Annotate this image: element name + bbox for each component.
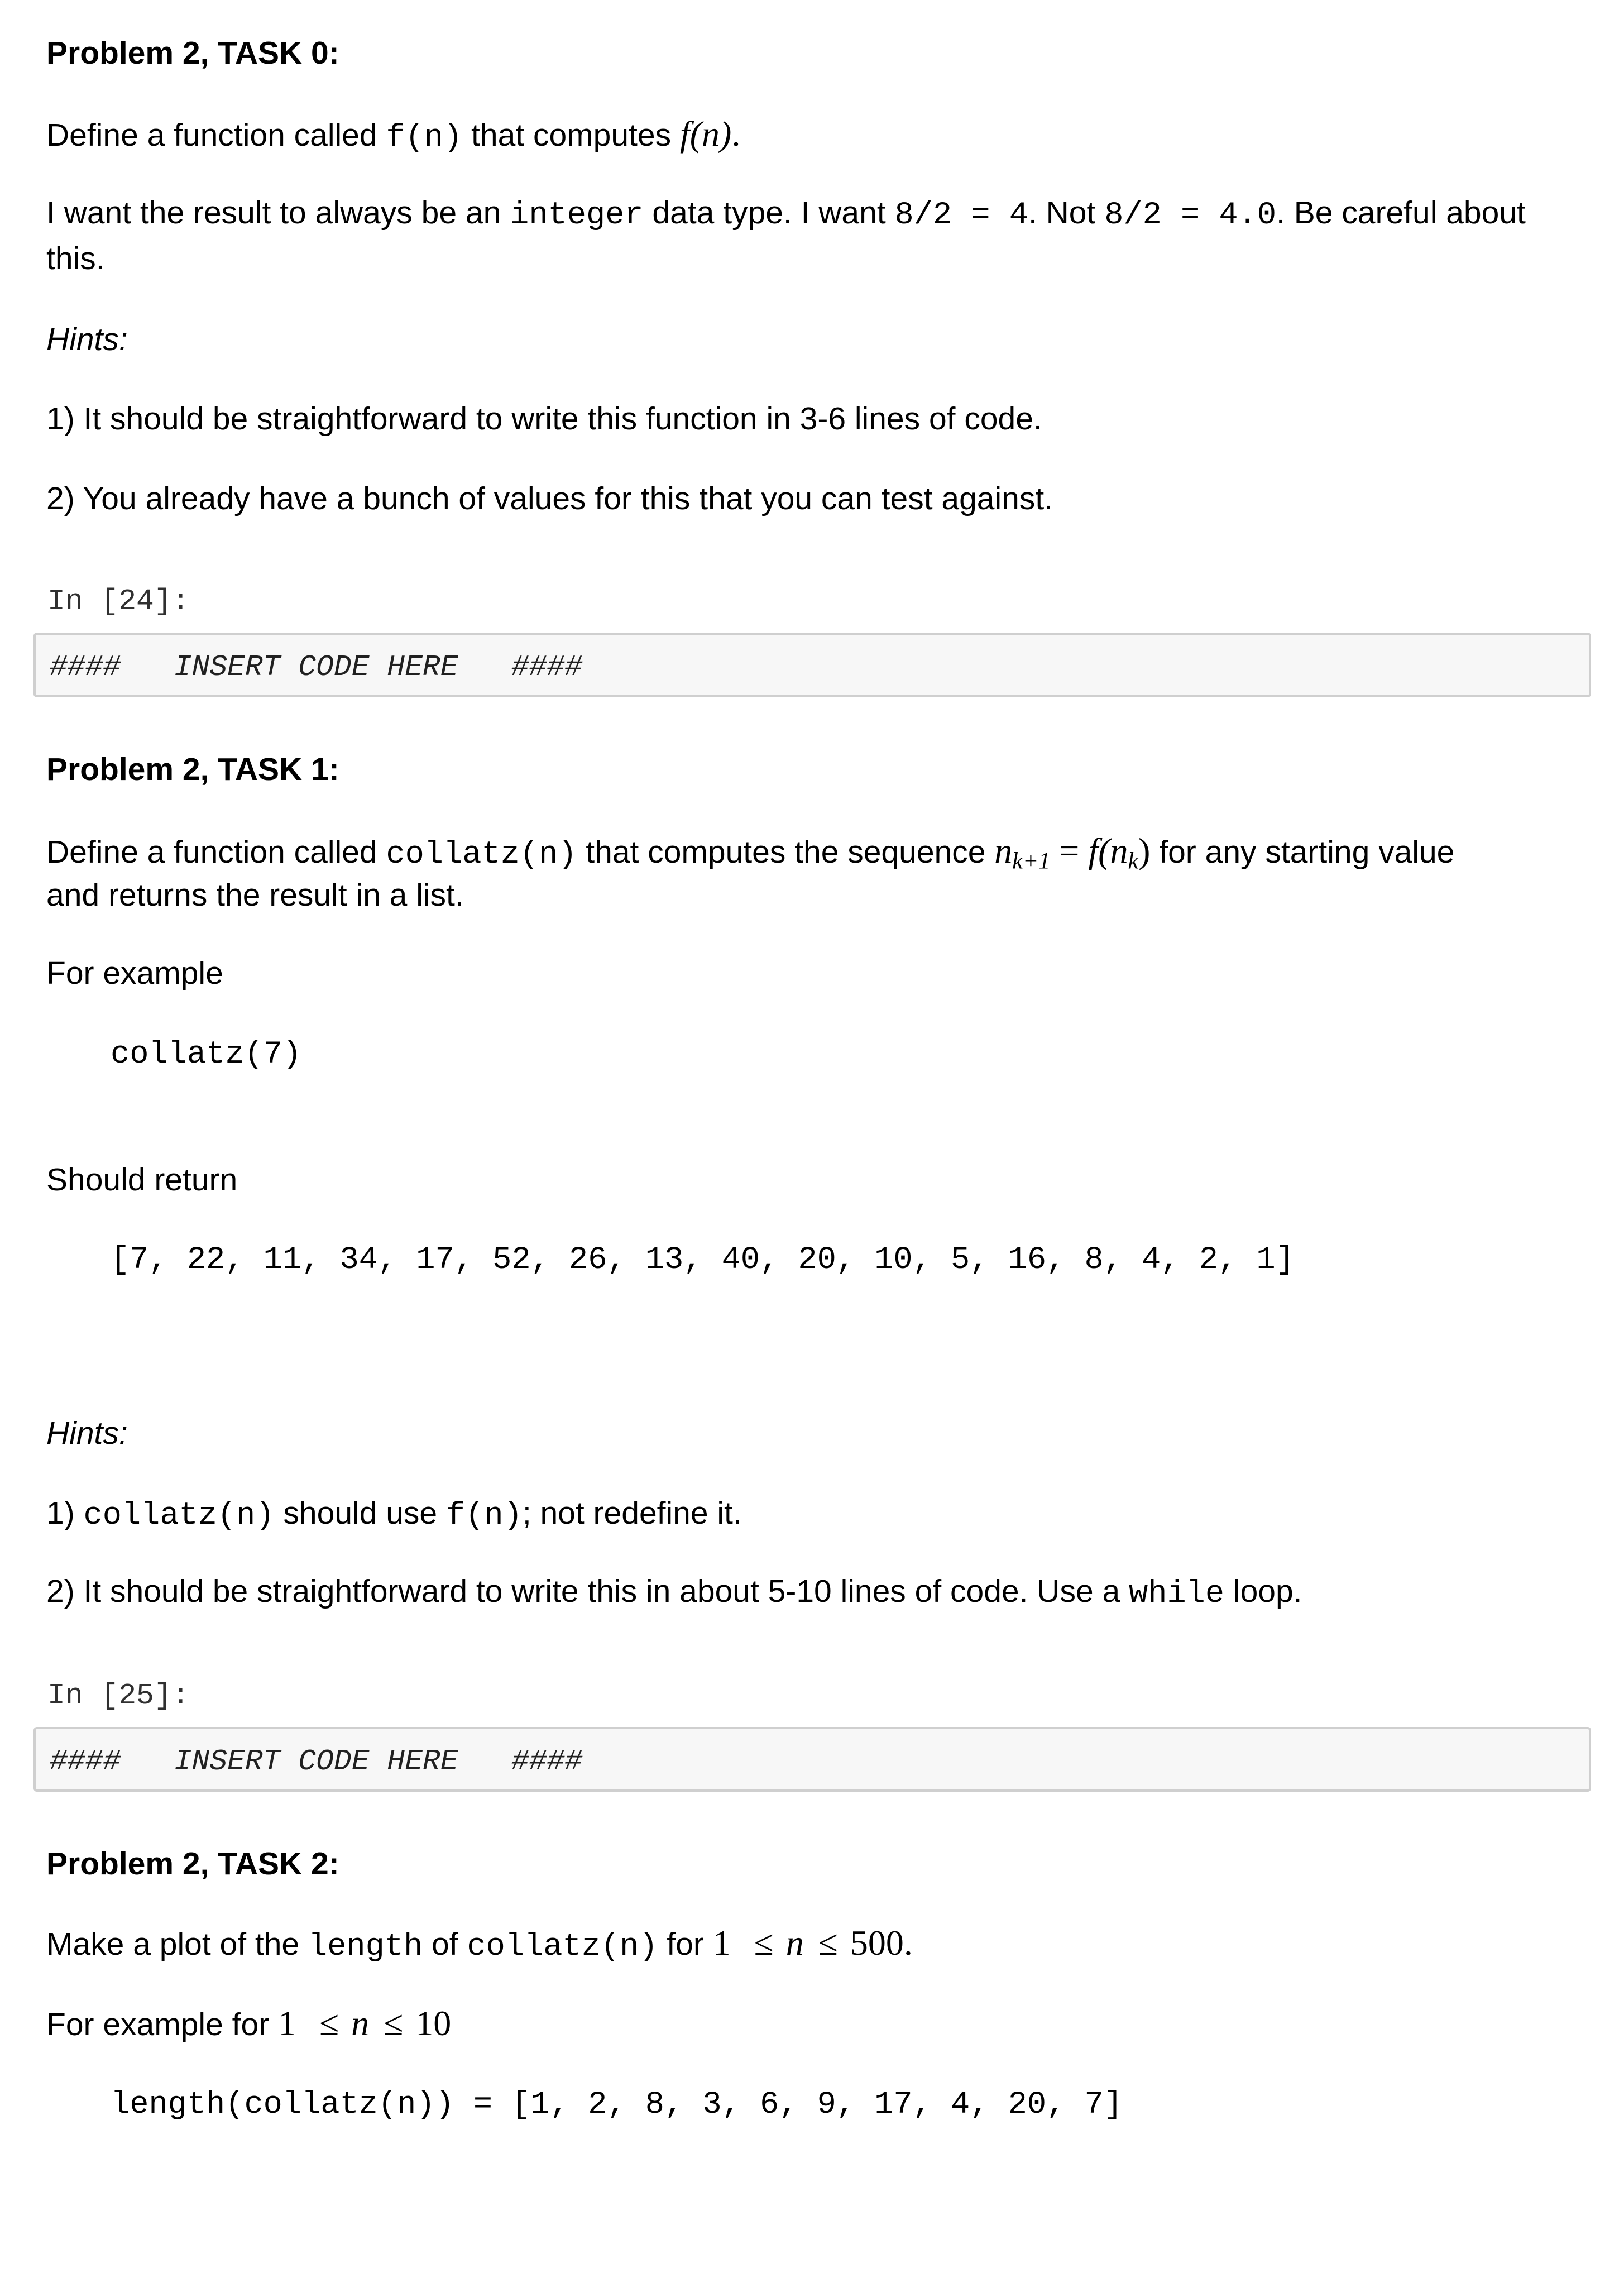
task0-integer-prefix: I want the result to always be an bbox=[46, 195, 510, 231]
task1-seq-n: n bbox=[994, 831, 1013, 870]
task1-define-line bbox=[46, 830, 1454, 875]
task1-hint1-mid: should use bbox=[274, 1495, 446, 1531]
task1-return-value: [7, 22, 11, 34, 17, 52, 26, 13, 40, 20, 10, 5, 16, 8, 4, 2, 1] bbox=[111, 1242, 1295, 1278]
task2-example-prefix: For example for bbox=[46, 2007, 278, 2042]
task2-example-code: length(collatz(n)) = [1, 2, 8, 3, 6, 9, 17, 4, 20, 7] bbox=[111, 2087, 1123, 2123]
task0-define-mid: that computes bbox=[462, 117, 680, 153]
task2-example-line bbox=[46, 2003, 451, 2044]
task1-should-return: Should return bbox=[46, 1162, 238, 1198]
task1-example-label: For example bbox=[46, 955, 223, 991]
task0-int-example: 8/2 = 4 bbox=[894, 198, 1028, 233]
task1-hint1 bbox=[46, 1495, 742, 1534]
task0-hints-label: Hints: bbox=[46, 322, 128, 357]
task2-range2-le2: ≤ bbox=[384, 2003, 404, 2043]
task0-heading: Problem 2, TASK 0: bbox=[46, 35, 339, 71]
task0-define-end: . bbox=[731, 114, 741, 154]
task0-hint1: 1) It should be straightforward to write this function in 3-6 lines of code. bbox=[46, 401, 1042, 437]
task1-seq-sub2: k bbox=[1128, 848, 1139, 874]
task2-plot-line bbox=[46, 1922, 913, 1965]
task2-range1-high: 500 bbox=[850, 1923, 904, 1963]
task2-plot-end: . bbox=[903, 1923, 913, 1963]
task2-plot-for: for bbox=[658, 1926, 713, 1962]
task0-define-prefix: Define a function called bbox=[46, 117, 386, 153]
cell25-prompt: In [25]: bbox=[47, 1679, 190, 1712]
task2-range2-high: 10 bbox=[415, 2003, 452, 2043]
task0-func-math: f(n) bbox=[679, 114, 732, 154]
code-cell-25-text[interactable]: #### INSERT CODE HERE #### bbox=[50, 1745, 583, 1778]
task1-seq-close: ) bbox=[1138, 831, 1151, 870]
task1-hints-label: Hints: bbox=[46, 1415, 128, 1451]
task2-range1-le1: ≤ bbox=[754, 1923, 774, 1963]
task2-range1-le2: ≤ bbox=[818, 1923, 838, 1963]
task1-seq-sub1: k+1 bbox=[1012, 848, 1051, 874]
task0-integer-mid1: data type. I want bbox=[643, 195, 895, 231]
task1-seq-eq: = bbox=[1050, 831, 1089, 870]
task1-heading: Problem 2, TASK 1: bbox=[46, 752, 339, 787]
task1-hint1-code1: collatz(n) bbox=[83, 1498, 275, 1534]
task1-hint1-prefix: 1) bbox=[46, 1495, 84, 1531]
task1-define-mid: that computes the sequence bbox=[577, 834, 995, 870]
task1-hint2 bbox=[46, 1573, 1302, 1612]
task1-hint1-code2: f(n) bbox=[445, 1498, 523, 1534]
task2-plot-prefix: Make a plot of the bbox=[46, 1926, 308, 1962]
task0-integer-mid2: . Not bbox=[1028, 195, 1105, 231]
cell24-prompt: In [24]: bbox=[47, 585, 190, 618]
task2-range1-n: n bbox=[785, 1923, 804, 1963]
task0-integer-line2: this. bbox=[46, 241, 105, 276]
task1-define-line2: and returns the result in a list. bbox=[46, 877, 464, 913]
task0-define-line bbox=[46, 113, 740, 156]
task1-hint2-prefix: 2) It should be straightforward to write this in about 5-10 lines of code. Use a bbox=[46, 1573, 1129, 1609]
task0-integer-line bbox=[46, 194, 1526, 233]
code-cell-24-text[interactable]: #### INSERT CODE HERE #### bbox=[50, 650, 583, 684]
task2-range2-n: n bbox=[351, 2003, 370, 2043]
task0-float-example: 8/2 = 4.0 bbox=[1104, 198, 1277, 233]
task2-heading: Problem 2, TASK 2: bbox=[46, 1846, 339, 1882]
task1-hint2-end: loop. bbox=[1224, 1573, 1302, 1609]
code-cell-24[interactable] bbox=[33, 633, 1591, 697]
task0-func-code: f(n) bbox=[386, 120, 463, 156]
task1-define-prefix: Define a function called bbox=[46, 834, 386, 870]
task0-integer-end: . Be careful about bbox=[1276, 195, 1526, 231]
task0-integer-code: integer bbox=[510, 198, 644, 233]
task1-define-end: for any starting value bbox=[1150, 834, 1455, 870]
task0-hint2: 2) You already have a bunch of values for this that you can test against. bbox=[46, 481, 1053, 516]
task2-plot-mid: of bbox=[423, 1926, 467, 1962]
code-cell-25[interactable] bbox=[33, 1727, 1591, 1792]
task1-hint2-code: while bbox=[1129, 1576, 1225, 1612]
task2-range2-le1: ≤ bbox=[319, 2003, 339, 2043]
task2-plot-code1: length bbox=[308, 1929, 423, 1965]
task1-hint1-end: ; not redefine it. bbox=[522, 1495, 742, 1531]
task2-range2-low: 1 bbox=[277, 2003, 296, 2043]
task2-plot-code2: collatz(n) bbox=[467, 1929, 658, 1965]
task2-range1-low: 1 bbox=[712, 1923, 731, 1963]
task1-example-code: collatz(7) bbox=[111, 1037, 302, 1073]
task1-seq-f: f(n bbox=[1088, 831, 1128, 870]
task1-func-code: collatz(n) bbox=[386, 837, 577, 873]
